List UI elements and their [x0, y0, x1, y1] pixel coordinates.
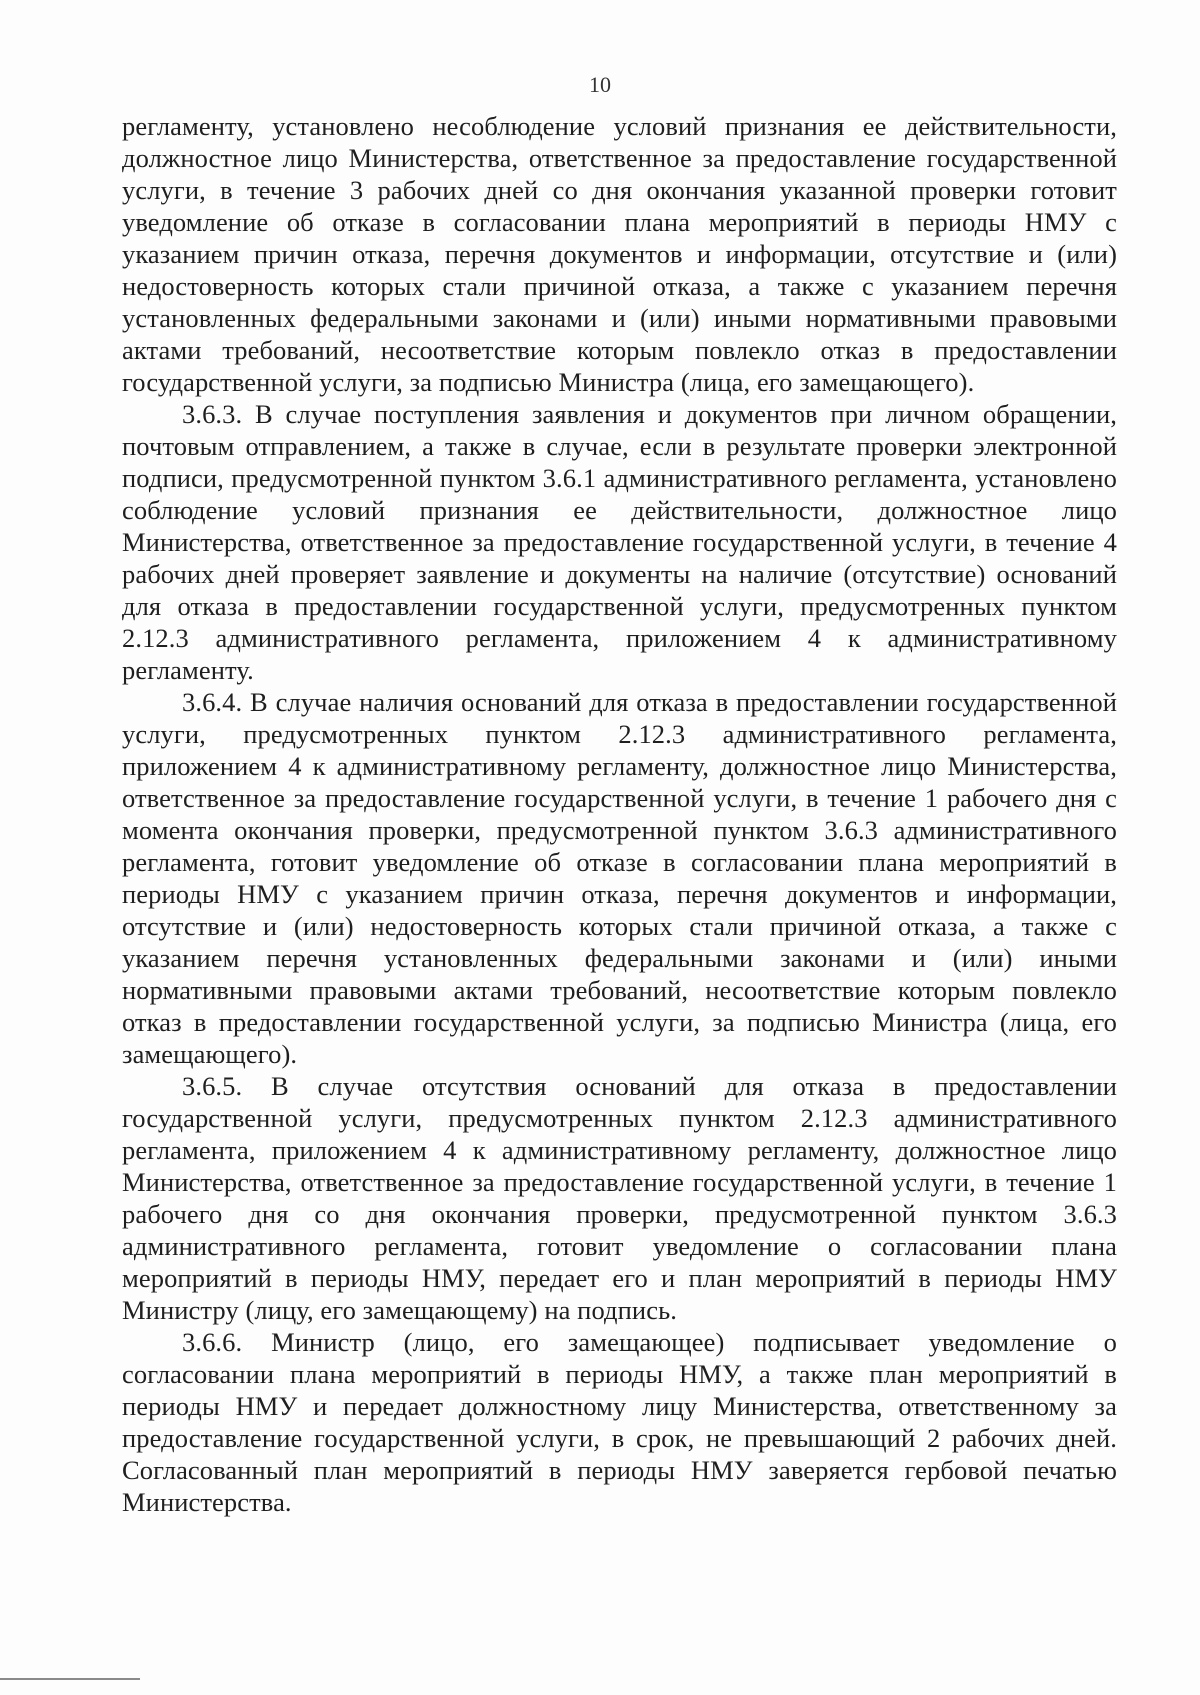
paragraph-3-6-5: 3.6.5. В случае отсутствия оснований для отказа в предоставлении государственной услуги, предусмотренных пунктом 2.12.3 административного регламента, приложением 4 к административному регламенту, должностное лицо Министерства, ответственное за предоставление государственной услуги, в течение 1 рабочего дня со дня окончания проверки, предусмотренной пунктом 3.6.3 административного регламента, готовит уведомление о согласовании плана мероприятий в периоды НМУ, передает его и план мероприятий в периоды НМУ Министру (лицу, его замещающему) на подпись. [122, 1071, 1117, 1325]
paragraph-3-6-4: 3.6.4. В случае наличия оснований для отказа в предоставлении государственной услуги, предусмотренных пунктом 2.12.3 административного регламента, приложением 4 к административному регламенту, должностное лицо Министерства, ответственное за предоставление государственной услуги, в течение 1 рабочего дня с момента окончания проверки, предусмотренной пунктом 3.6.3 административного регламента, готовит уведомление об отказе в согласовании плана мероприятий в периоды НМУ с указанием причин отказа, перечня документов и информации, отсутствие и (или) недостоверность которых стали причиной отказа, а также с указанием перечня установленных федеральными законами и (или) иными нормативными правовыми актами требований, несоответствие которым повлекло отказ в предоставлении государственной услуги, за подписью Министра (лица, его замещающего). [122, 687, 1117, 1069]
paragraph-continuation: регламенту, установлено несоблюдение условий признания ее действительности, должностное лицо Министерства, ответственное за предоставление государственной услуги, в течение 3 рабочих дней со дня окончания указанной проверки готовит уведомление об отказе в согласовании плана мероприятий в периоды НМУ с указанием причин отказа, перечня документов и информации, отсутствие и (или) недостоверность которых стали причиной отказа, а также с указанием перечня установленных федеральными законами и (или) иными нормативными правовыми актами требований, несоответствие которым повлекло отказ в предоставлении государственной услуги, за подписью Министра (лица, его замещающего). [122, 111, 1117, 397]
document-body [122, 110, 1117, 1518]
scan-edge-mark [0, 1678, 140, 1680]
paragraph-3-6-3: 3.6.3. В случае поступления заявления и документов при личном обращении, почтовым отправлением, а также в случае, если в результате проверки электронной подписи, предусмотренной пунктом 3.6.1 административного регламента, установлено соблюдение условий признания ее действительности, должностное лицо Министерства, ответственное за предоставление государственной услуги, в течение 4 рабочих дней проверяет заявление и документы на наличие (отсутствие) оснований для отказа в предоставлении государственной услуги, предусмотренных пунктом 2.12.3 административного регламента, приложением 4 к административному регламенту. [122, 399, 1117, 685]
page-number: 10 [589, 72, 611, 97]
paragraph-3-6-6: 3.6.6. Министр (лицо, его замещающее) подписывает уведомление о согласовании плана мероприятий в периоды НМУ, а также план мероприятий в периоды НМУ и передает должностному лицу Министерства, ответственному за предоставление государственной услуги, в срок, не превышающий 2 рабочих дней. Согласованный план мероприятий в периоды НМУ заверяется гербовой печатью Министерства. [122, 1327, 1117, 1517]
